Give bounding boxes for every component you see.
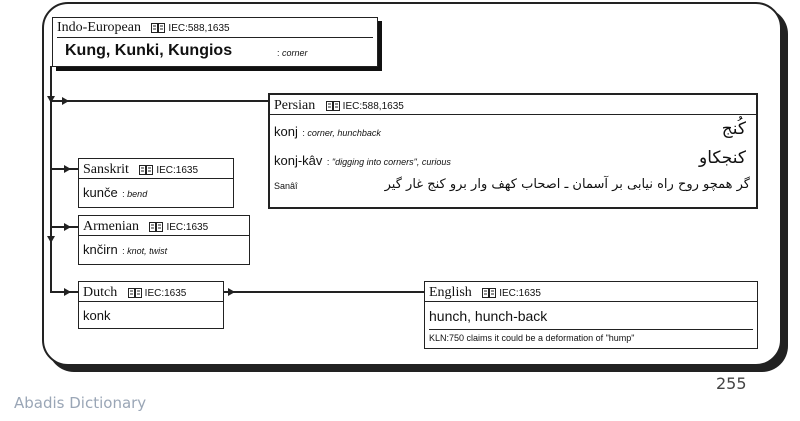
persian-gloss-1: corner, hunchback xyxy=(307,128,381,138)
sanskrit-header xyxy=(79,159,233,179)
english-word: hunch, hunch-back xyxy=(429,308,548,324)
armenian-word: knčirn xyxy=(83,242,118,257)
root-language: Indo-European xyxy=(57,20,141,35)
persian-word-1: konj xyxy=(274,124,298,139)
dutch-ref-text: IEC:1635 xyxy=(144,288,187,299)
english-note: KLN:750 claims it could be a deformation of "hump" xyxy=(429,329,753,343)
persian-word-2: konj-kâv xyxy=(274,153,323,168)
sanskrit-word: kunče xyxy=(83,185,118,200)
persian-script-2: کنجکاو xyxy=(699,148,746,168)
dutch-box xyxy=(78,281,224,329)
english-language: English xyxy=(429,285,472,300)
book-icon xyxy=(149,222,163,232)
dutch-body xyxy=(79,302,223,330)
armenian-body xyxy=(79,236,249,264)
trunk-arrow-2 xyxy=(47,236,55,243)
english-body xyxy=(425,302,757,345)
armenian-ref-text: IEC:1635 xyxy=(166,222,209,233)
sanskrit-gloss: bend xyxy=(127,189,148,199)
root-gloss-wrap: : corner xyxy=(277,48,308,58)
page-number: 255 xyxy=(716,374,747,393)
book-icon xyxy=(151,23,165,33)
root-ref xyxy=(151,23,229,34)
sanskrit-body xyxy=(79,179,233,207)
dutch-word: konk xyxy=(83,308,111,323)
sanskrit-language: Sanskrit xyxy=(83,162,129,177)
connector-dutch-arrow xyxy=(64,288,71,296)
book-icon xyxy=(326,101,340,111)
book-icon xyxy=(128,288,142,298)
sanskrit-ref xyxy=(139,165,198,176)
persian-poet: Sanâî xyxy=(274,181,298,191)
dutch-header xyxy=(79,282,223,302)
book-icon xyxy=(482,288,496,298)
armenian-gloss-wrap: : knot, twist xyxy=(122,246,168,256)
sanskrit-box xyxy=(78,158,234,208)
persian-gloss-2: "digging into corners", curious xyxy=(331,157,451,167)
persian-verse: گر همچو روح راه نیابی بر آسمان ـ اصحاب کهف وار برو کنج غار گیر xyxy=(384,177,750,192)
armenian-language: Armenian xyxy=(83,219,139,234)
persian-ref xyxy=(326,101,404,112)
connector-persian-arrow xyxy=(62,97,69,105)
root-ref-text: IEC:588,1635 xyxy=(168,23,230,34)
root-word: Kung, Kunki, Kungios xyxy=(65,42,233,59)
english-ref-text: IEC:1635 xyxy=(499,288,541,299)
persian-language: Persian xyxy=(274,98,316,113)
armenian-box xyxy=(78,215,250,265)
armenian-header xyxy=(79,216,249,236)
sanskrit-gloss-wrap: : bend xyxy=(122,189,148,199)
root-header xyxy=(53,18,377,36)
dutch-language: Dutch xyxy=(83,285,118,300)
armenian-gloss: knot, twist xyxy=(127,246,168,256)
persian-entry-2 xyxy=(274,152,451,170)
connector-persian xyxy=(50,100,268,102)
persian-ref-text: IEC:588,1635 xyxy=(342,101,404,112)
persian-gloss-2-wrap: : "digging into corners", curious xyxy=(326,157,451,167)
armenian-ref xyxy=(149,222,208,233)
persian-box xyxy=(268,93,758,209)
root-gloss: corner xyxy=(282,48,308,58)
connector-english-dutch-arrow xyxy=(228,288,235,296)
persian-entry-1 xyxy=(274,123,381,141)
root-body xyxy=(57,37,373,66)
english-box xyxy=(424,281,758,349)
connector-armenian-arrow xyxy=(64,223,71,231)
root-box xyxy=(52,17,378,67)
book-icon xyxy=(139,165,153,175)
english-ref xyxy=(482,288,541,299)
persian-header xyxy=(270,95,756,115)
persian-script-1: کُنج xyxy=(721,119,746,139)
connector-sanskrit-arrow xyxy=(64,165,71,173)
connector-english-dutch xyxy=(224,291,424,293)
english-header xyxy=(425,282,757,302)
watermark: Abadis Dictionary xyxy=(14,394,147,412)
persian-gloss-1-wrap: : corner, hunchback xyxy=(302,128,381,138)
dutch-ref xyxy=(128,288,187,299)
sanskrit-ref-text: IEC:1635 xyxy=(156,165,199,176)
